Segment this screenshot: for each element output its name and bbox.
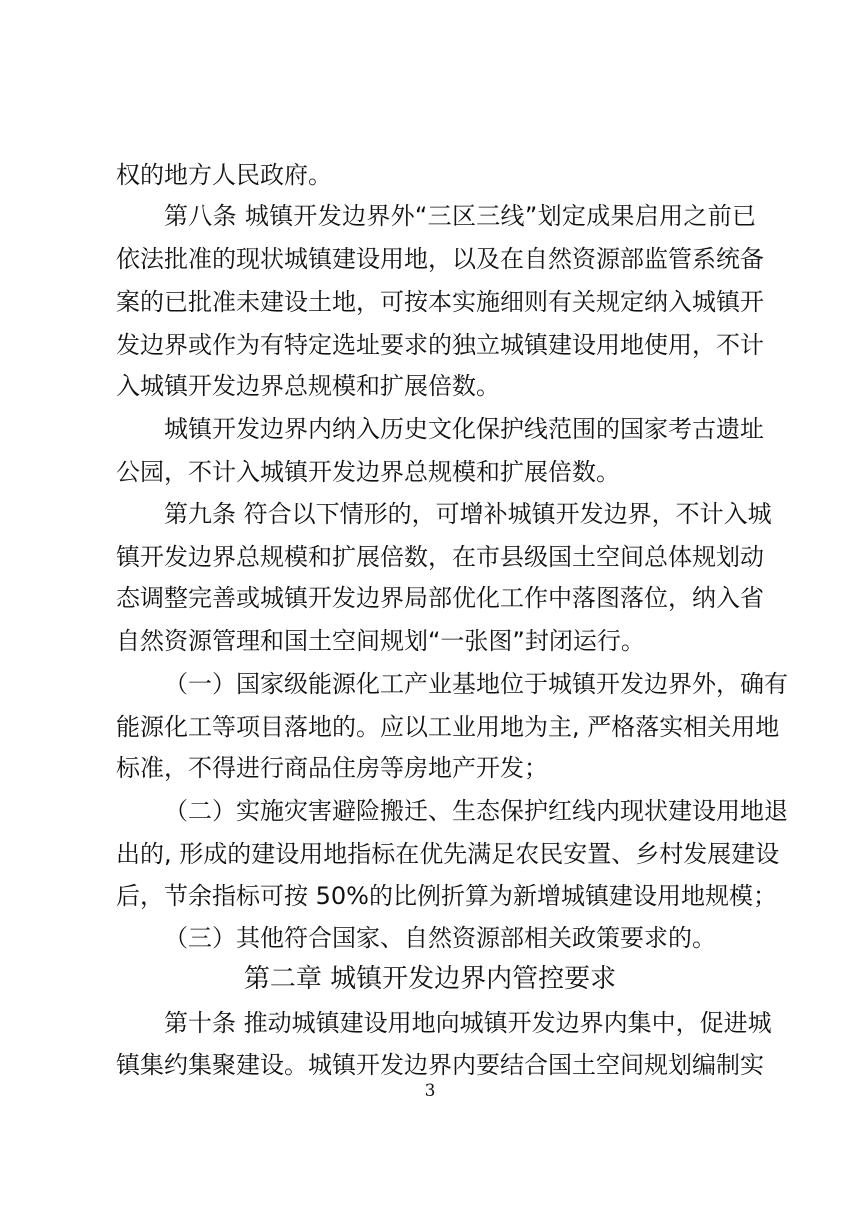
list-item-line: 后，节余指标可按 50%的比例折算为新增城镇建设用地规模；: [116, 882, 777, 910]
list-item-line: （三）其他符合国家、自然资源部相关政策要求的。: [164, 924, 716, 952]
chapter-title: 第二章 城镇开发边界内管控要求: [243, 964, 617, 994]
paragraph-line: 公园，不计入城镇开发边界总规模和扩展倍数。: [116, 458, 620, 486]
article-8-line: 入城镇开发边界总规模和扩展倍数。: [116, 372, 500, 400]
list-item-line: 出的, 形成的建设用地指标在优先满足农民安置、乡村发展建设: [116, 840, 780, 868]
article-8-line: 依法批准的现状城镇建设用地，以及在自然资源部监管系统备: [116, 245, 764, 273]
article-8-line: 案的已批准未建设土地，可按本实施细则有关规定纳入城镇开: [116, 288, 764, 316]
article-10-line: 镇集约集聚建设。城镇开发边界内要结合国土空间规划编制实: [116, 1051, 764, 1079]
page-number: 3: [424, 1081, 436, 1101]
list-item-line: （二）实施灾害避险搬迁、生态保护红线内现状建设用地退: [164, 797, 788, 825]
paragraph-line: 权的地方人民政府。: [116, 161, 332, 189]
list-item-line: 能源化工等项目落地的。应以工业用地为主, 严格落实相关用地: [116, 713, 780, 741]
list-item-line: 标准，不得进行商品住房等房地产开发；: [116, 754, 548, 782]
paragraph-line: 城镇开发边界内纳入历史文化保护线范围的国家考古遗址: [164, 415, 764, 443]
article-10-line: 第十条 推动城镇建设用地向城镇开发边界内集中，促进城: [164, 1009, 772, 1037]
article-8-line: 第八条 城镇开发边界外“三区三线”划定成果启用之前已: [164, 202, 756, 230]
article-9-line: 态调整完善或城镇开发边界局部优化工作中落图落位，纳入省: [116, 584, 764, 612]
list-item-line: （一）国家级能源化工产业基地位于城镇开发边界外，确有: [164, 670, 788, 698]
article-8-line: 发边界或作为有特定选址要求的独立城镇建设用地使用，不计: [116, 331, 764, 359]
article-9-line: 自然资源管理和国土空间规划“一张图”封闭运行。: [116, 627, 645, 655]
article-9-line: 第九条 符合以下情形的，可增补城镇开发边界，不计入城: [164, 500, 772, 528]
article-9-line: 镇开发边界总规模和扩展倍数，在市县级国土空间总体规划动: [116, 543, 764, 571]
